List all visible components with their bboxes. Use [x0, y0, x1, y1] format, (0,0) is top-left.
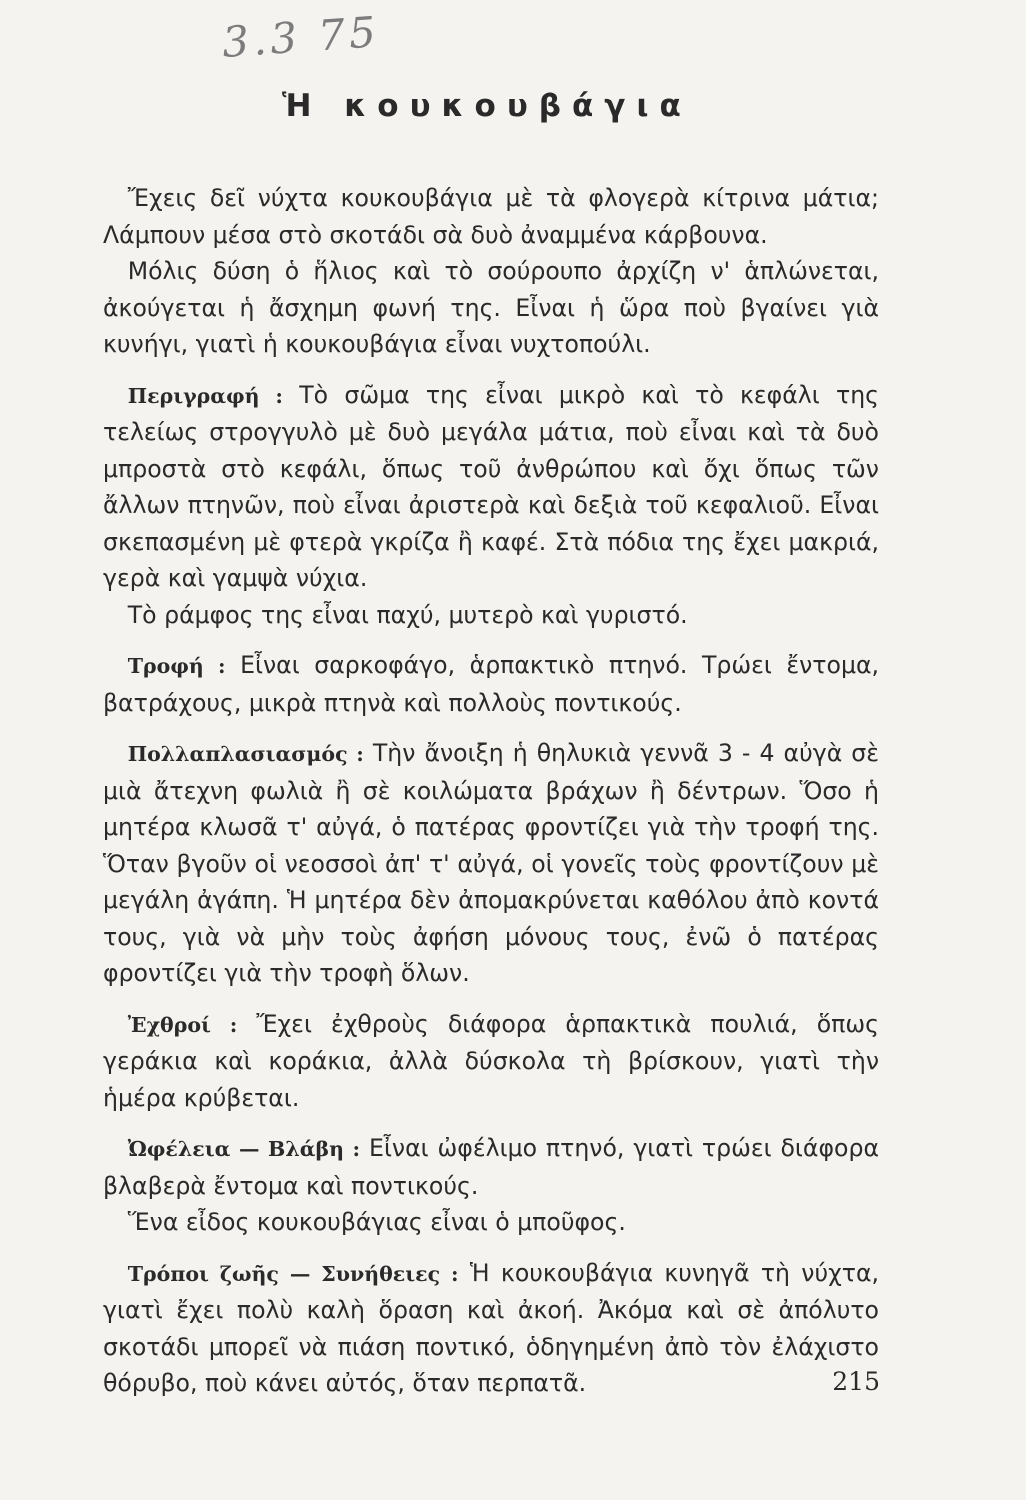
habits-paragraph: [103, 1255, 879, 1402]
handwritten-note: [220, 7, 394, 88]
enemies-text: Ἔχει ἐχθροὺς διάφορα ἁρπακτικὰ πουλιά, ὅπως γεράκια καὶ κοράκια, ἀλλὰ δύσκολα τὴ βρίσκουν, γιατὶ τὴν ἡμέρα κρύβεται.: [103, 1009, 879, 1112]
description-paragraph: [103, 377, 879, 597]
reproduction-paragraph: [103, 735, 879, 992]
habits-text: Ἡ κουκουβάγια κυνηγᾶ τὴ νύχτα, γιατὶ ἔχει πολὺ καλὴ ὅραση καὶ ἀκοή. Ἀκόμα καὶ σὲ ἀπόλυτο σκοτάδι μπορεῖ νὰ πιάση ποντικό, ὁδηγημένη ἀπὸ τὸν ἐλάχιστο θόρυβο, ποὺ κάνει αὐτός, ὅταν περπατᾶ.: [103, 1258, 879, 1397]
benefit-paragraph: [103, 1130, 879, 1204]
description-text: Τὸ σῶμα της εἶναι μικρὸ καὶ τὸ κεφάλι της τελείως στρογγυλὸ μὲ δυὸ μεγάλα μάτια, ποὺ εἶναι καὶ τὰ δυὸ μπροστὰ στὸ κεφάλι, ὅπως τοῦ ἀνθρώπου καὶ ὄχι ὅπως τῶν ἄλλων πτηνῶν, ποὺ εἶναι ἀριστερὰ καὶ δεξιὰ τοῦ κεφαλιοῦ. Εἶναι σκεπασμένη μὲ φτερὰ γκρίζα ἢ καφέ. Στὰ πόδια της ἔχει μακριά, γερὰ καὶ γαμψὰ νύχια.: [103, 380, 879, 592]
handwritten-note-text: 3.3 75: [220, 7, 382, 68]
page-number: 215: [832, 1367, 880, 1396]
food-text: Εἶναι σαρκοφάγο, ἁρπακτικὸ πτηνό. Τρώει ἔντομα, βατράχους, μικρὰ πτηνὰ καὶ πολλοὺς ποντικούς.: [103, 651, 880, 717]
enemies-label: Ἐχθροί :: [127, 1012, 238, 1037]
benefit-label: Ὠφέλεια — Βλάβη :: [127, 1137, 361, 1161]
species-paragraph: Ἕνα εἶδος κουκουβάγιας εἶναι ὁ μποῦφος.: [127, 1208, 626, 1236]
beak-paragraph: Τὸ ράμφος της εἶναι παχύ, μυτερὸ καὶ γυριστό.: [127, 600, 688, 629]
intro-paragraph-2: Μόλις δύση ὁ ἥλιος καὶ τὸ σούρουπο ἀρχίζη ν' ἁπλώνεται, ἀκούγεται ἡ ἄσχημη φωνή της. Εἶναι ἡ ὥρα ποὺ βγαίνει γιὰ κυνήγι, γιατὶ ἡ κουκουβάγια εἶναι νυχτοπούλι.: [103, 257, 879, 358]
food-label: Τροφή :: [127, 654, 226, 678]
reproduction-text: Τὴν ἄνοιξη ἡ θηλυκιὰ γεννᾶ 3 - 4 αὐγὰ σὲ μιὰ ἄτεχνη φωλιὰ ἢ σὲ κοιλώματα βράχων ἢ δέντρων. Ὅσο ἡ μητέρα κλωσᾶ τ' αὐγά, ὁ πατέρας φροντίζει γιὰ τὴν τροφή της. Ὅταν βγοῦν οἱ νεοσσοὶ ἀπ' τ' αὐγά, οἱ γονεῖς τοὺς φροντίζουν μὲ μεγάλη ἀγάπη. Ἡ μητέρα δὲν ἀπομακρύνεται καθόλου ἀπὸ κοντά τους, γιὰ νὰ μὴν τοὺς ἀφήση μόνους τους, ἐνῶ ὁ πατέρας φροντίζει γιὰ τὴν τροφὴ ὅλων.: [103, 739, 880, 987]
article-body: [103, 180, 879, 1402]
food-paragraph: [103, 647, 879, 721]
intro-paragraph-1: Ἔχεις δεῖ νύχτα κουκουβάγια μὲ τὰ φλογερὰ κίτρινα μάτια; Λάμπουν μέσα στὸ σκοτάδι σὰ δυὸ ἀναμμένα κάρβουνα.: [103, 184, 879, 249]
description-label: Περιγραφή :: [127, 383, 283, 408]
benefit-text: Εἶναι ὠφέλιμο πτηνό, γιατὶ τρώει διάφορα βλαβερὰ ἔντομα καὶ ποντικούς.: [103, 1134, 879, 1200]
habits-label: Τρόποι ζωῆς — Συνήθειες :: [127, 1261, 459, 1286]
enemies-paragraph: [103, 1006, 879, 1117]
page-title: Ἡ κουκουβάγια: [282, 88, 692, 124]
reproduction-label: Πολλαπλασιασμός :: [127, 742, 364, 766]
